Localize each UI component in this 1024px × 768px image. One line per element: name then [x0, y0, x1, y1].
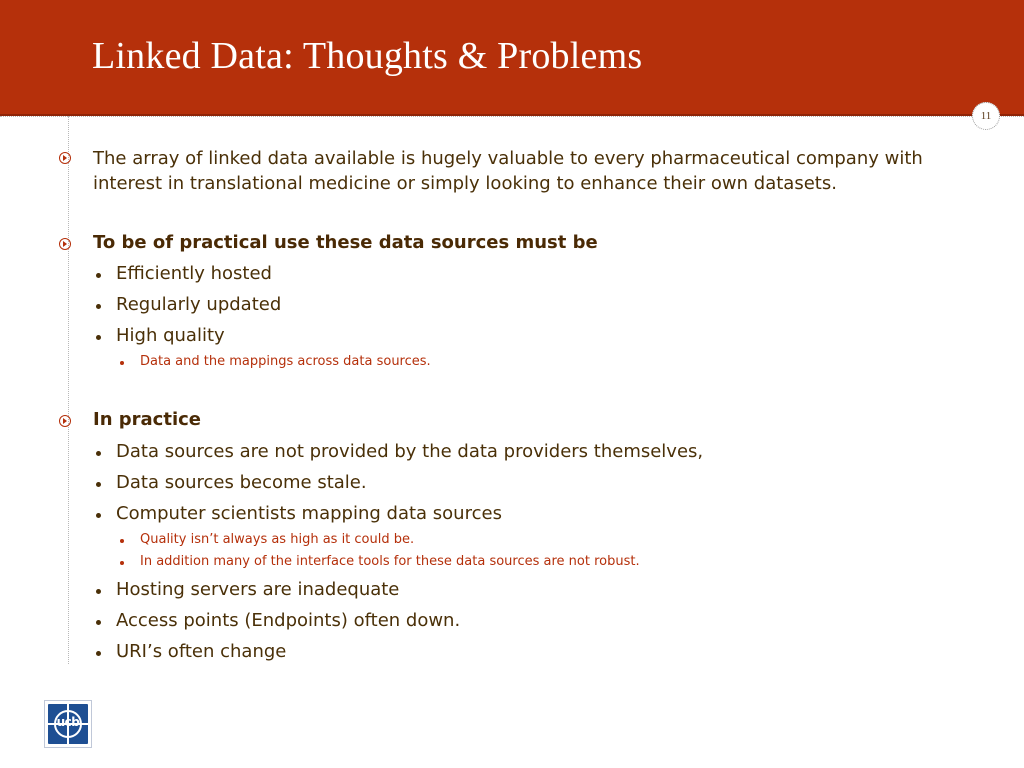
- bullet-dot-icon: [96, 513, 101, 518]
- sub-bullet-dot-icon: [120, 361, 124, 365]
- list-item: Access points (Endpoints) often down.: [116, 610, 461, 631]
- bullet-dot-icon: [96, 482, 101, 487]
- list-item: URI’s often change: [116, 641, 287, 662]
- ucb-logo: [44, 700, 92, 748]
- bullet-dot-icon: [96, 651, 101, 656]
- bullet-dot-icon: [96, 335, 101, 340]
- slide-title: Linked Data: Thoughts & Problems: [92, 35, 643, 77]
- bullet-dot-icon: [96, 589, 101, 594]
- sub-bullet-dot-icon: [120, 539, 124, 543]
- section-heading-in-practice: In practice: [93, 409, 202, 430]
- circle-arrow-bullet-icon: [59, 238, 71, 250]
- section-heading-requirements: To be of practical use these data sources must be: [93, 232, 598, 253]
- bullet-dot-icon: [96, 304, 101, 309]
- list-item: Data sources become stale.: [116, 472, 367, 493]
- circle-arrow-bullet-icon: [59, 152, 71, 164]
- sub-list-item: Quality isn’t always as high as it could be.: [140, 532, 415, 547]
- list-item: High quality: [116, 325, 225, 346]
- sub-list-item: In addition many of the interface tools for these data sources are not robust.: [140, 554, 640, 569]
- page-number: 11: [972, 102, 1000, 130]
- title-bar: [0, 0, 1024, 116]
- circle-arrow-bullet-icon: [59, 415, 71, 427]
- list-item: Data sources are not provided by the data providers themselves,: [116, 441, 704, 462]
- left-margin-divider: [68, 116, 69, 664]
- list-item: Efficiently hosted: [116, 263, 272, 284]
- list-item: Hosting servers are inadequate: [116, 579, 400, 600]
- intro-paragraph: The array of linked data available is hugely valuable to every pharmaceutical company with interest in translational medicine or simply looking to enhance their own datasets.: [93, 148, 923, 194]
- bullet-dot-icon: [96, 451, 101, 456]
- sub-bullet-dot-icon: [120, 561, 124, 565]
- header-divider: [0, 116, 1024, 117]
- logo-emblem: [48, 704, 88, 744]
- sub-list-item: Data and the mappings across data sources.: [140, 354, 431, 369]
- logo-text: ucb: [56, 715, 80, 729]
- list-item: Computer scientists mapping data sources: [116, 503, 502, 524]
- list-item: Regularly updated: [116, 294, 282, 315]
- bullet-dot-icon: [96, 620, 101, 625]
- bullet-dot-icon: [96, 273, 101, 278]
